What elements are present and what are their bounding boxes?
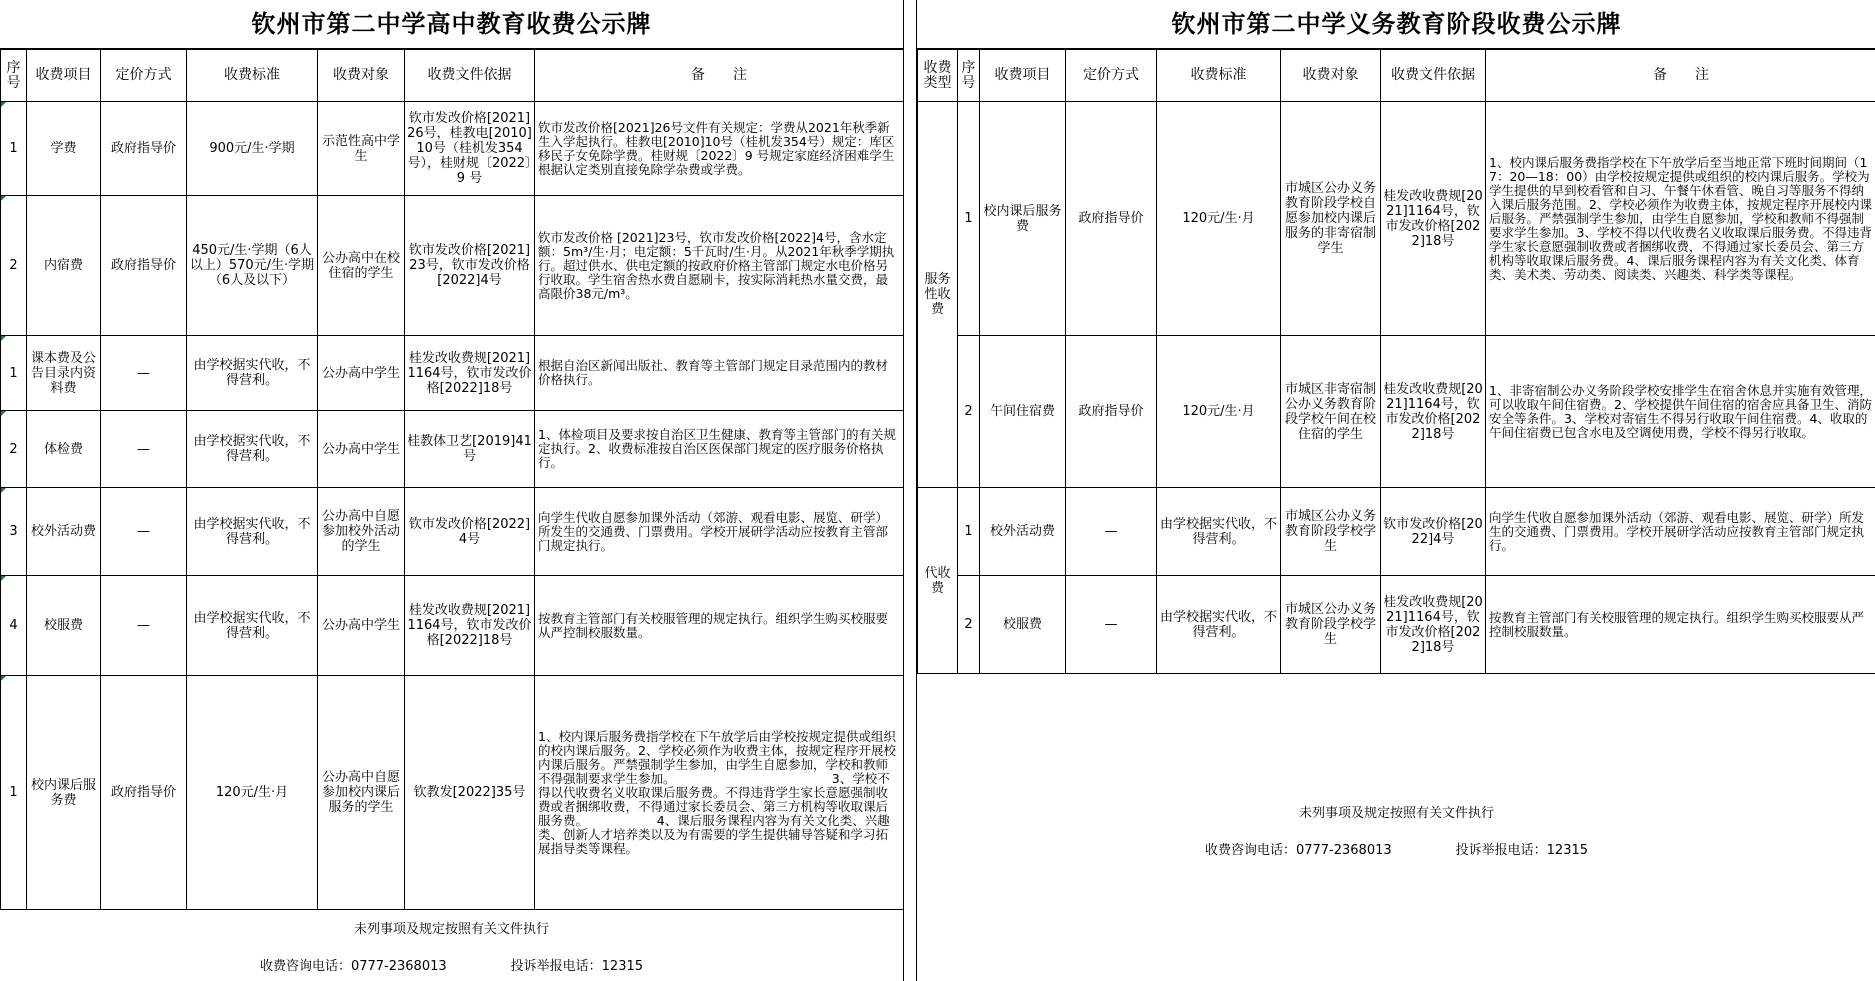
row-item: 学费 [27, 102, 101, 196]
table-row [918, 102, 1875, 336]
row-method: — [101, 336, 187, 411]
row-item: 课本费及公告目录内资料费 [27, 336, 101, 411]
report-phone: 投诉举报电话：12315 [510, 959, 644, 974]
row-no: 2 [958, 576, 980, 674]
row-basis: 钦市发改价格[2021]26号，桂教电[2010]10号（桂机发354号），桂财规〔2022〕9 号 [405, 102, 535, 196]
footer-note: 未列事项及规定按照有关文件执行 [1298, 806, 1494, 821]
consult-phone: 收费咨询电话：0777-2368013 [1204, 843, 1392, 858]
row-item: 校服费 [980, 576, 1066, 674]
table-header-row [1, 50, 904, 102]
row-basis: 钦教发[2022]35号 [405, 676, 535, 910]
table-row [1, 336, 904, 411]
compulsory-education-fee-board [916, 0, 1875, 981]
row-target: 公办高中学生 [318, 576, 405, 676]
row-method: 政府指导价 [101, 196, 187, 336]
header-method: 定价方式 [1066, 50, 1157, 102]
row-item: 体检费 [27, 411, 101, 488]
table-row [1, 676, 904, 910]
row-basis: 钦市发改价格[2022]4号 [405, 488, 535, 576]
row-no: 4 [1, 576, 27, 676]
row-no: 2 [958, 336, 980, 488]
row-note: 1、校内课后服务费指学校在下午放学后至当地正常下班时间期间（17：20—18：00）由学校按规定提供或组织的校内课后服务。学校为学生提供的早到校看管和自习、午餐午休看管、晚自习等服务不得纳入课后服务范围。2、学校必须作为收费主体，按规定程序开展校内课后服务。严禁强制学生参加，由学生自愿参加，学校和教师不得强制要求学生参加。3、学校不得以代收费名义收取课后服务费。不得违背学生家长意愿强制收费或者捆绑收费，不得通过家长委员会、第三方机构等收取课后服务费。4、课后服务课程内容为有关文化类、体育类、美术类、劳动类、阅读类、兴趣类、科学类等课程。 [1486, 102, 1875, 336]
table-row [1, 576, 904, 676]
row-note: 1、校内课后服务费指学校在下午放学后由学校按规定提供或组织的校内课后服务。2、学校必须作为收费主体，按规定程序开展校内课后服务。严禁强制学生参加，由学生自愿参加，学校和教师不得强制要求学生参加。 3、学校不得以代收费名义收取课后服务费。不得违背学生家长意愿强制收费或者捆绑收费，不得通过家长委员会、第三方机构等收取课后服务费。 4、课后服务课程内容为有关文化类、兴趣类、创新人才培养类以及为有需要的学生提供辅导答疑和学习拓展指导类等课程。 [535, 676, 904, 910]
fee-type-collected: 代收费 [918, 488, 958, 674]
row-standard: 由学校据实代收，不得营利。 [1157, 576, 1281, 674]
row-target: 市城区公办义务教育阶段学校学生 [1281, 488, 1381, 576]
row-method: — [101, 411, 187, 488]
row-note: 钦市发改价格 [2021]23号，钦市发改价格[2022]4号，含水定额：5m³/生·月；电定额：5千瓦时/生·月。从2021年秋季学期执行。超过供水、供电定额的按政府价格主管部门规定水电价格另行收取。学生宿舍热水费自愿刷卡，按实际消耗热水量交费，最高限价38元/m³。 [535, 196, 904, 336]
high-school-fee-board [0, 0, 904, 981]
row-method: — [1066, 576, 1157, 674]
footer-note: 未列事项及规定按照有关文件执行 [353, 922, 549, 937]
table-header-row [918, 50, 1875, 102]
row-target: 公办高中自愿参加校外活动的学生 [318, 488, 405, 576]
row-note: 按教育主管部门有关校服管理的规定执行。组织学生购买校服要从严控制校服数量。 [1486, 576, 1875, 674]
row-method: — [1066, 488, 1157, 576]
table-row [1, 488, 904, 576]
header-target: 收费对象 [318, 50, 405, 102]
header-item: 收费项目 [27, 50, 101, 102]
row-no: 1 [1, 102, 27, 196]
header-no: 序号 [958, 50, 980, 102]
row-target: 公办高中在校住宿的学生 [318, 196, 405, 336]
row-basis: 桂发改收费规[2021]1164号，钦市发改价格[2022]18号 [405, 336, 535, 411]
header-standard: 收费标准 [187, 50, 318, 102]
row-target: 公办高中学生 [318, 336, 405, 411]
header-type: 收费类型 [918, 50, 958, 102]
row-item: 校内课后服务费 [27, 676, 101, 910]
high-school-board-title: 钦州市第二中学高中教育收费公示牌 [0, 0, 903, 49]
row-target: 公办高中自愿参加校内课后服务的学生 [318, 676, 405, 910]
table-row [918, 336, 1875, 488]
row-method: 政府指导价 [1066, 336, 1157, 488]
row-item: 校外活动费 [27, 488, 101, 576]
row-standard: 120元/生·月 [1157, 336, 1281, 488]
row-no: 1 [958, 102, 980, 336]
row-basis: 桂发改收费规[2021]1164号，钦市发改价格[2022]18号 [1381, 102, 1486, 336]
row-target: 市城区非寄宿制公办义务教育阶段学校午间在校住宿的学生 [1281, 336, 1381, 488]
row-basis: 钦市发改价格[2021]23号，钦市发改价格[2022]4号 [405, 196, 535, 336]
fee-type-service: 服务性收费 [918, 102, 958, 488]
table-row [1, 102, 904, 196]
row-item: 内宿费 [27, 196, 101, 336]
row-method: 政府指导价 [101, 676, 187, 910]
row-item: 校外活动费 [980, 488, 1066, 576]
row-basis: 桂发改收费规[2021]1164号，钦市发改价格[2022]18号 [1381, 576, 1486, 674]
header-no: 序号 [1, 50, 27, 102]
row-standard: 由学校据实代收，不得营利。 [187, 488, 318, 576]
row-standard: 450元/生·学期（6人以上）570元/生·学期（6人及以下） [187, 196, 318, 336]
row-basis: 钦市发改价格[2022]4号 [1381, 488, 1486, 576]
row-basis: 桂发改收费规[2021]1164号，钦市发改价格[2022]18号 [1381, 336, 1486, 488]
row-method: 政府指导价 [101, 102, 187, 196]
row-method: — [101, 488, 187, 576]
row-method: 政府指导价 [1066, 102, 1157, 336]
row-note: 向学生代收自愿参加课外活动（郊游、观看电影、展览、研学）所发生的交通费、门票费用。学校开展研学活动应按教育主管部门规定执行。 [535, 488, 904, 576]
row-note: 根据自治区新闻出版社、教育等主管部门规定目录范围内的教材价格执行。 [535, 336, 904, 411]
header-target: 收费对象 [1281, 50, 1381, 102]
table-row [1, 411, 904, 488]
row-note: 1、非寄宿制公办义务阶段学校安排学生在宿舍休息并实施有效管理，可以收取午间住宿费。2、学校提供午间住宿的宿舍应具备卫生、消防安全等条件。3、学校对寄宿生不得另行收取午间住宿费。4、收取的午间住宿费已包含水电及空调使用费，学校不得另行收取。 [1486, 336, 1875, 488]
row-note: 钦市发改价格[2021]26号文件有关规定：学费从2021年秋季新生入学起执行。桂教电[2010]10号（桂机发354号）规定：库区移民子女免除学费。桂财规〔2022〕9 号规定家庭经济困难学生根据认定类别直接免除学杂费或学费。 [535, 102, 904, 196]
compulsory-fee-table [917, 49, 1875, 674]
row-target: 市城区公办义务教育阶段学校自愿参加校内课后服务的非寄宿制学生 [1281, 102, 1381, 336]
row-standard: 900元/生·学期 [187, 102, 318, 196]
row-target: 公办高中学生 [318, 411, 405, 488]
row-standard: 120元/生·月 [187, 676, 318, 910]
consult-phone: 收费咨询电话：0777-2368013 [259, 959, 447, 974]
table-row [1, 196, 904, 336]
row-no: 1 [1, 336, 27, 411]
row-target: 示范性高中学生 [318, 102, 405, 196]
compulsory-board-title: 钦州市第二中学义务教育阶段收费公示牌 [917, 0, 1875, 49]
row-item: 校服费 [27, 576, 101, 676]
high-school-fee-table [0, 49, 904, 910]
row-method: — [101, 576, 187, 676]
row-no: 1 [958, 488, 980, 576]
row-no: 1 [1, 676, 27, 910]
row-item: 校内课后服务费 [980, 102, 1066, 336]
row-no: 2 [1, 196, 27, 336]
high-school-footer [0, 918, 903, 974]
compulsory-footer [917, 802, 1875, 858]
header-note: 备 注 [535, 50, 904, 102]
row-no: 2 [1, 411, 27, 488]
row-standard: 由学校据实代收，不得营利。 [187, 336, 318, 411]
table-row [918, 576, 1875, 674]
header-basis: 收费文件依据 [405, 50, 535, 102]
report-phone: 投诉举报电话：12315 [1455, 843, 1589, 858]
row-standard: 120元/生·月 [1157, 102, 1281, 336]
row-note: 向学生代收自愿参加课外活动（郊游、观看电影、展览、研学）所发生的交通费、门票费用。学校开展研学活动应按教育主管部门规定执行。 [1486, 488, 1875, 576]
table-row [918, 488, 1875, 576]
header-standard: 收费标准 [1157, 50, 1281, 102]
row-note: 1、体检项目及要求按自治区卫生健康、教育等主管部门的有关规定执行。2、收费标准按自治区医保部门规定的医疗服务价格执行。 [535, 411, 904, 488]
row-no: 3 [1, 488, 27, 576]
header-basis: 收费文件依据 [1381, 50, 1486, 102]
row-basis: 桂发改收费规[2021]1164号，钦市发改价格[2022]18号 [405, 576, 535, 676]
row-standard: 由学校据实代收，不得营利。 [187, 576, 318, 676]
row-basis: 桂教体卫艺[2019]41号 [405, 411, 535, 488]
row-note: 按教育主管部门有关校服管理的规定执行。组织学生购买校服要从严控制校服数量。 [535, 576, 904, 676]
header-note: 备 注 [1486, 50, 1875, 102]
row-item: 午间住宿费 [980, 336, 1066, 488]
row-target: 市城区公办义务教育阶段学校学生 [1281, 576, 1381, 674]
header-method: 定价方式 [101, 50, 187, 102]
row-standard: 由学校据实代收，不得营利。 [187, 411, 318, 488]
header-item: 收费项目 [980, 50, 1066, 102]
row-standard: 由学校据实代收，不得营利。 [1157, 488, 1281, 576]
